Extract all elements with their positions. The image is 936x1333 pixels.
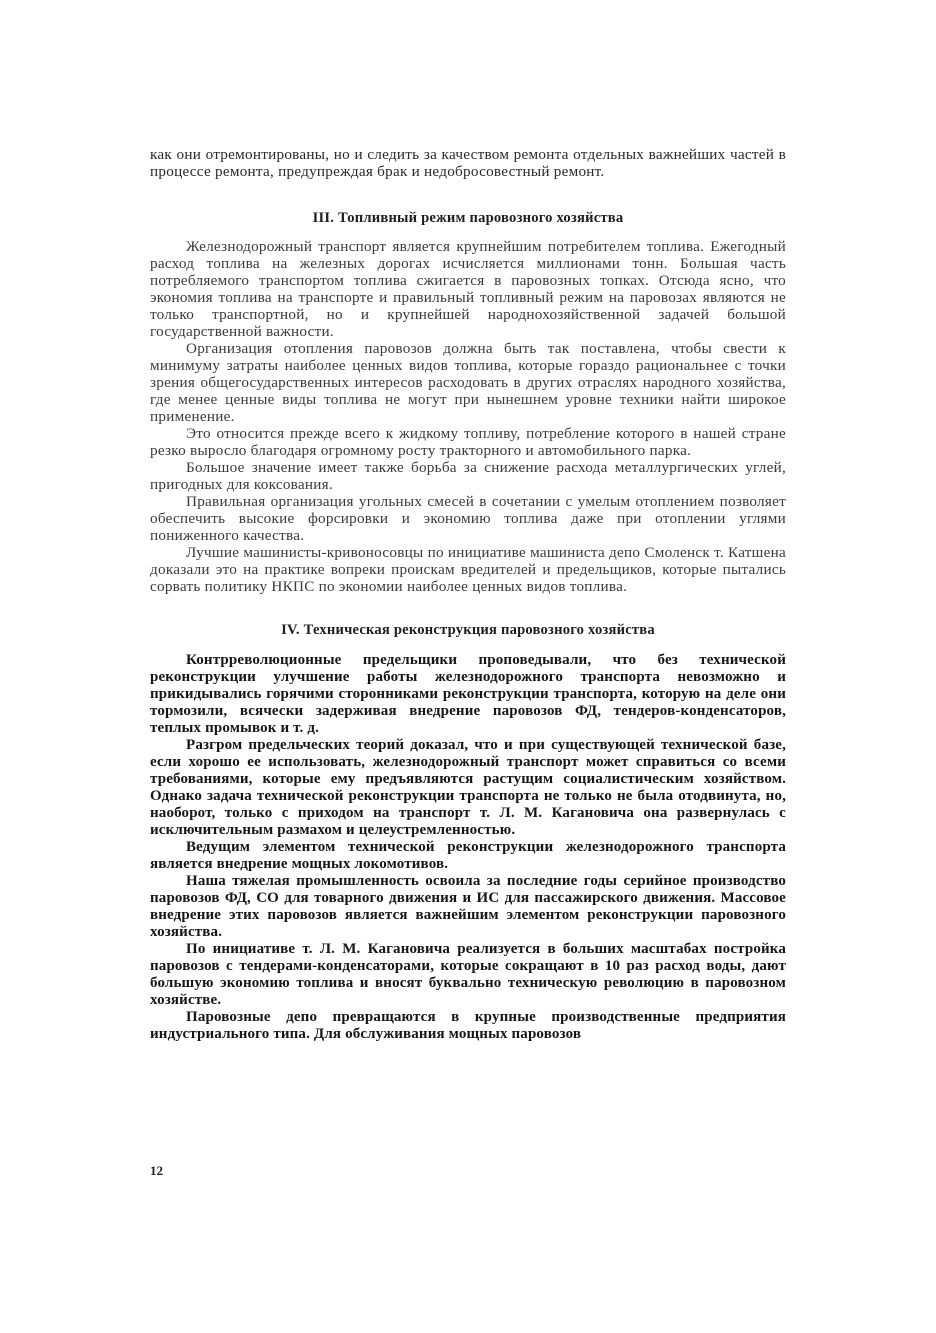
- section-4-body: [150, 652, 786, 1043]
- section-3-paragraph-5: Правильная организация угольных смесей в сочетании с умелым отоплением позволяет обеспечить высокие форсировки и экономию топлива даже при отоплении углями пониженного качества.: [150, 493, 786, 544]
- section-4-heading: IV. Техническая реконструкция паровозного хозяйства: [281, 622, 655, 638]
- section-3-paragraph-6: Лучшие машинисты-кривоносовцы по инициативе машиниста депо Смоленск т. Катшена доказали это на практике вопреки проискам вредителей и предельщиков, которые пытались сорвать политику НКПС по экономии наиболее ценных видов топлива.: [150, 544, 786, 595]
- section-3-paragraph-3: Это относится прежде всего к жидкому топливу, потребление которого в нашей стране резко выросло благодаря огромному росту тракторного и автомобильного парка.: [150, 425, 786, 459]
- section-3-paragraph-2: Организация отопления паровозов должна быть так поставлена, чтобы свести к минимуму затраты наиболее ценных видов топлива, которые гораздо рациональнее с точки зрения общегосударственных интересов расходовать в других отраслях народного хозяйства, где менее ценные виды топлива не могут при нынешнем уровне техники найти широкое применение.: [150, 340, 786, 425]
- opening-paragraph: как они отремонтированы, но и следить за качеством ремонта отдельных важнейших частей в процессе ремонта, предупреждая брак и недобросовестный ремонт.: [150, 146, 786, 180]
- section-4-paragraph-3: Ведущим элементом технической реконструкции железнодорожного транспорта является внедрение мощных локомотивов.: [150, 839, 786, 872]
- section-3-body: [150, 238, 786, 595]
- page-body: [150, 146, 786, 1043]
- section-4-paragraph-1: Контрреволюционные предельщики проповедывали, что без технической реконструкции улучшение работы железнодорожного транспорта невозможно и прикидывались горячими сторонниками реконструкции транспорта, которую на деле они тормозили, всячески задерживая внедрение паровозов ФД, тендеров-конденсаторов, теплых промывок и т. д.: [150, 652, 786, 736]
- section-4-paragraph-4: Наша тяжелая промышленность освоила за последние годы серийное производство паровозов ФД, СО для товарного движения и ИС для пассажирского движения. Массовое внедрение этих паровозов является важнейшим элементом реконструкции паровозного хозяйства.: [150, 873, 786, 940]
- section-3-paragraph-4: Большое значение имеет также борьба за снижение расхода металлургических углей, пригодных для коксования.: [150, 459, 786, 493]
- page-number: 12: [150, 1163, 163, 1178]
- section-3-paragraph-1: Железнодорожный транспорт является крупнейшим потребителем топлива. Ежегодный расход топлива на железных дорогах исчисляется миллионами тонн. Большая часть потребляемого транспортом топлива сжигается в паровозных топках. Отсюда ясно, что экономия топлива на транспорте и правильный топливный режим на паровозах являются не только транспортной, но и крупнейшей народнохозяйственной задачей большой государственной важности.: [150, 238, 786, 340]
- section-4-paragraph-5: По инициативе т. Л. М. Кагановича реализуется в больших масштабах постройка паровозов с тендерами-конденсаторами, которые сокращают в 10 раз расход воды, дают большую экономию топлива и вносят буквально техническую революцию в паровозном хозяйстве.: [150, 941, 786, 1008]
- section-4-paragraph-6: Паровозные депо превращаются в крупные производственные предприятия индустриального типа. Для обслуживания мощных паровозов: [150, 1009, 786, 1042]
- section-3-heading: III. Топливный режим паровозного хозяйства: [312, 210, 624, 226]
- section-4-paragraph-2: Разгром предельческих теорий доказал, что и при существующей технической базе, если хорошо ее использовать, железнодорожный транспорт может справиться со всеми требованиями, которые ему предъявляются растущим социалистическим хозяйством. Однако задача технической реконструкции транспорта не только не была отодвинута, но, наоборот, только с приходом на транспорт т. Л. М. Кагановича она развернулась с исключительным размахом и целеустремленностью.: [150, 737, 786, 838]
